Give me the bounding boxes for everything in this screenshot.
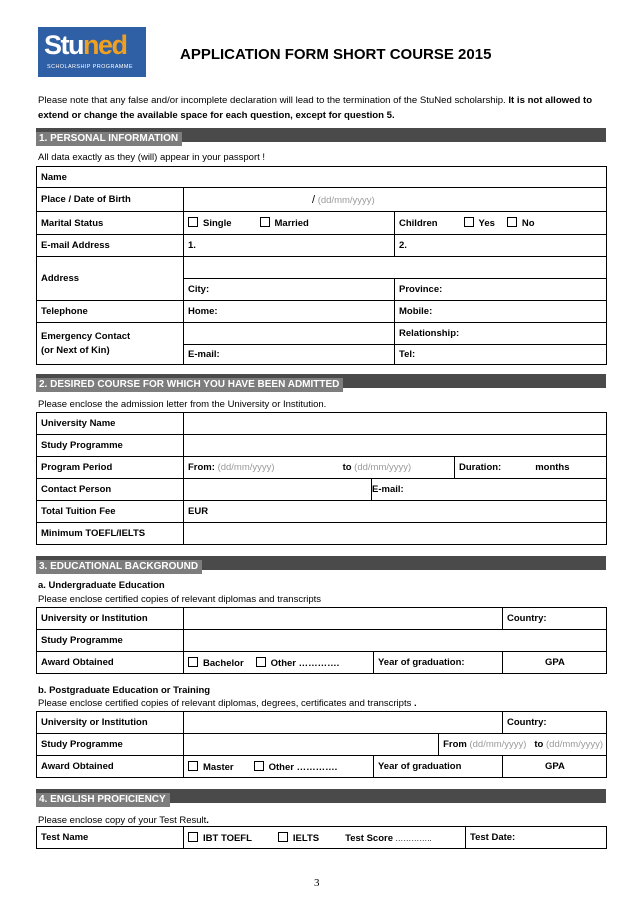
logo-text-ned: ned <box>83 30 127 60</box>
program-period-field[interactable] <box>184 457 455 479</box>
undergrad-year-field[interactable]: Year of graduation: <box>374 652 503 674</box>
section-4-title: 4. ENGLISH PROFICIENCY <box>36 793 170 807</box>
pob-slash: / <box>312 193 316 206</box>
section-4-header <box>36 789 606 803</box>
postgrad-intro-dot: . <box>413 698 417 709</box>
postgrad-intro-text: Please enclose certified copies of relevant diplomas, degrees, certificates and transcripts <box>38 698 412 709</box>
relationship-field[interactable]: Relationship: <box>395 323 607 345</box>
undergrad-gpa-label: GPA <box>545 657 565 668</box>
master-label: Master <box>203 761 234 773</box>
tuition-fee-label: Total Tuition Fee <box>37 501 184 523</box>
emergency-label-line2: (or Next of Kin) <box>41 344 110 356</box>
study-programme-field[interactable] <box>184 435 607 457</box>
marital-options <box>184 212 395 235</box>
contact-person-field[interactable] <box>184 479 372 501</box>
s4-intro-dot: . <box>206 815 209 826</box>
test-score-label: Test Score <box>345 832 393 844</box>
postgrad-other-label: Other …………. <box>268 761 338 773</box>
children-no-checkbox[interactable] <box>507 217 517 227</box>
period-to-label: to <box>342 462 352 473</box>
emergency-tel-field[interactable]: Tel: <box>395 345 607 365</box>
children-yes-checkbox[interactable] <box>464 217 474 227</box>
email-2-field[interactable]: 2. <box>395 235 607 257</box>
logo-wordmark <box>44 30 127 61</box>
married-checkbox[interactable] <box>260 217 270 227</box>
ielts-label: IELTS <box>292 832 320 844</box>
notice-bold: It is not allowed to extend or change the available space for each question, except for question 5. <box>38 95 593 121</box>
emergency-email-field[interactable]: E-mail: <box>184 345 395 365</box>
ibt-toefl-checkbox[interactable] <box>188 832 198 842</box>
period-to-hint: (dd/mm/yyyy) <box>354 462 412 473</box>
master-checkbox[interactable] <box>188 761 198 771</box>
children-cell <box>395 212 607 235</box>
months-label: months <box>535 462 570 473</box>
english-table <box>36 826 607 849</box>
postgrad-other-checkbox[interactable] <box>254 761 264 771</box>
undergrad-gpa-field[interactable] <box>503 652 607 674</box>
s4-intro-text: Please enclose copy of your Test Result <box>38 815 207 826</box>
ibt-toefl-label: IBT TOEFL <box>203 832 252 844</box>
min-toefl-label: Minimum TOEFL/IELTS <box>37 523 184 545</box>
notice-normal: Please note that any false and/or incomplete declaration will lead to the termination of the StuNed scholarship. <box>38 95 506 106</box>
postgrad-to-label: to <box>534 739 544 751</box>
postgrad-award-label: Award Obtained <box>37 756 184 778</box>
university-name-field[interactable] <box>184 413 607 435</box>
section-2-title: 2. DESIRED COURSE FOR WHICH YOU HAVE BEEN ADMITTED <box>36 378 343 392</box>
name-label: Name <box>37 167 607 188</box>
email-label: E-mail Address <box>37 235 184 257</box>
single-label: Single <box>203 218 232 229</box>
city-field[interactable]: City: <box>184 279 395 301</box>
postgrad-country-field[interactable]: Country: <box>503 712 607 734</box>
single-checkbox[interactable] <box>188 217 198 227</box>
postgrad-gpa-label: GPA <box>545 761 565 772</box>
course-table <box>36 412 607 545</box>
email-1-field[interactable]: 1. <box>184 235 395 257</box>
undergrad-other-checkbox[interactable] <box>256 657 266 667</box>
s1-intro: All data exactly as they (will) appear in your passport ! <box>38 152 266 163</box>
married-label: Married <box>274 218 309 229</box>
min-toefl-field[interactable] <box>184 523 607 545</box>
home-phone-field[interactable]: Home: <box>184 301 395 323</box>
bachelor-checkbox[interactable] <box>188 657 198 667</box>
section-1-title: 1. PERSONAL INFORMATION <box>36 132 182 146</box>
duration-field[interactable] <box>455 457 607 479</box>
address-field[interactable] <box>184 257 607 279</box>
section-1-header <box>36 128 606 142</box>
children-no-label: No <box>521 218 535 229</box>
undergrad-univ-field[interactable] <box>184 608 503 630</box>
undergrad-study-field[interactable] <box>184 630 607 652</box>
test-score-dots: ………….. <box>393 833 432 843</box>
postgrad-univ-field[interactable] <box>184 712 503 734</box>
children-yes-label: Yes <box>478 218 495 229</box>
undergrad-award-options <box>184 652 374 674</box>
personal-info-table <box>36 166 607 365</box>
mobile-field[interactable]: Mobile: <box>395 301 607 323</box>
period-from-label: From: <box>188 462 215 473</box>
logo-subtitle: SCHOLARSHIP PROGRAMME <box>47 64 133 70</box>
emergency-label-line1: Emergency Contact <box>41 330 131 342</box>
postgrad-gpa-field[interactable] <box>503 756 607 778</box>
postgrad-intro <box>38 698 417 709</box>
province-field[interactable]: Province: <box>395 279 607 301</box>
undergrad-table <box>36 607 607 674</box>
postgrad-to-hint: (dd/mm/yyyy) <box>546 739 603 751</box>
undergrad-title: a. Undergraduate Education <box>38 580 165 591</box>
bachelor-label: Bachelor <box>203 657 244 669</box>
pob-date-hint: (dd/mm/yyyy) <box>317 194 375 206</box>
postgrad-year-field[interactable]: Year of graduation <box>374 756 503 778</box>
duration-label: Duration: <box>459 462 502 473</box>
study-programme-label: Study Programme <box>37 435 184 457</box>
logo-text-stu: Stu <box>44 30 83 60</box>
postgrad-univ-label: University or Institution <box>37 712 184 734</box>
undergrad-intro: Please enclose certified copies of relevant diplomas and transcripts <box>38 594 322 605</box>
form-title: APPLICATION FORM SHORT COURSE 2015 <box>180 46 492 63</box>
ielts-checkbox[interactable] <box>278 832 288 842</box>
undergrad-other-label: Other …………. <box>270 657 340 669</box>
contact-person-label: Contact Person <box>37 479 184 501</box>
marital-label: Marital Status <box>37 212 184 235</box>
notice-paragraph <box>38 93 604 123</box>
stuned-logo <box>38 27 146 77</box>
postgrad-study-label: Study Programme <box>37 734 184 756</box>
postgrad-table <box>36 711 607 778</box>
postgrad-from-hint: (dd/mm/yyyy) <box>469 739 527 751</box>
undergrad-univ-label: University or Institution <box>37 608 184 630</box>
telephone-label: Telephone <box>37 301 184 323</box>
emergency-name-field[interactable] <box>184 323 395 345</box>
s2-intro: Please enclose the admission letter from the University or Institution. <box>38 399 327 410</box>
tuition-fee-field[interactable]: EUR <box>184 501 607 523</box>
section-3-title: 3. EDUCATIONAL BACKGROUND <box>36 560 202 574</box>
undergrad-study-label: Study Programme <box>37 630 184 652</box>
emergency-label <box>37 323 184 365</box>
address-label: Address <box>37 257 184 301</box>
postgrad-award-options <box>184 756 374 778</box>
pob-field[interactable] <box>184 188 607 212</box>
test-name-label: Test Name <box>37 827 184 849</box>
test-options <box>184 827 466 849</box>
program-period-label: Program Period <box>37 457 184 479</box>
undergrad-award-label: Award Obtained <box>37 652 184 674</box>
postgrad-study-field[interactable] <box>184 734 607 756</box>
s4-intro <box>38 815 209 826</box>
university-name-label: University Name <box>37 413 184 435</box>
section-2-header <box>36 374 606 388</box>
pob-label: Place / Date of Birth <box>37 188 184 212</box>
postgrad-from-label: From <box>443 739 467 751</box>
page-number: 3 <box>314 877 320 889</box>
test-date-field[interactable]: Test Date: <box>466 827 607 849</box>
undergrad-country-field[interactable]: Country: <box>503 608 607 630</box>
period-from-hint: (dd/mm/yyyy) <box>217 462 275 473</box>
children-label: Children <box>399 218 438 229</box>
postgrad-title: b. Postgraduate Education or Training <box>38 685 211 696</box>
section-3-header <box>36 556 606 570</box>
contact-email-field[interactable]: E-mail: <box>372 479 607 501</box>
